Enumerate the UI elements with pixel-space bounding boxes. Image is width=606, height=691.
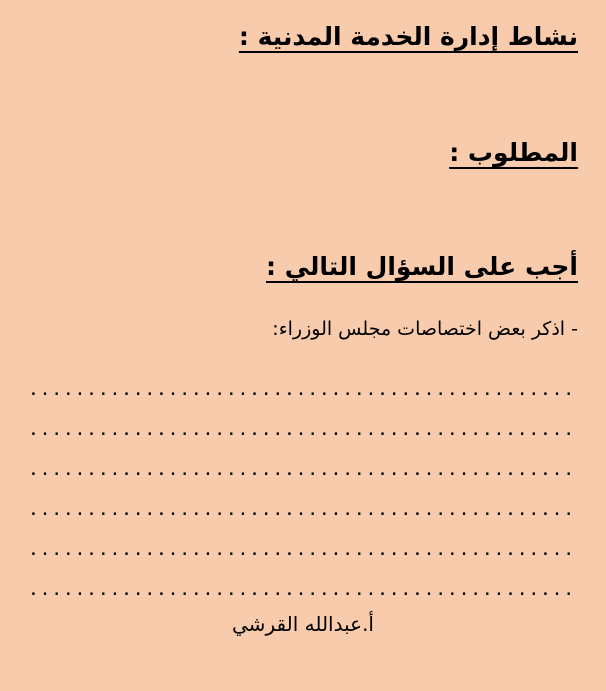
answer-heading: أجب على السؤال التالي :: [266, 252, 578, 281]
teacher-name: أ.عبدالله القرشي: [232, 612, 374, 636]
required-heading: المطلوب :: [449, 138, 578, 167]
answer-line: ...............................................: [28, 419, 575, 440]
answer-lines: [28, 370, 578, 610]
answer-line: ...............................................: [28, 499, 575, 520]
answer-line: ...............................................: [28, 579, 575, 600]
activity-heading: نشاط إدارة الخدمة المدنية :: [238, 22, 578, 51]
answer-line: ...............................................: [28, 459, 575, 480]
question-text: - اذكر بعض اختصاصات مجلس الوزراء:: [272, 318, 578, 340]
answer-line: ...............................................: [28, 539, 575, 560]
teacher-signature: [0, 612, 606, 636]
answer-line: ...............................................: [28, 379, 575, 400]
